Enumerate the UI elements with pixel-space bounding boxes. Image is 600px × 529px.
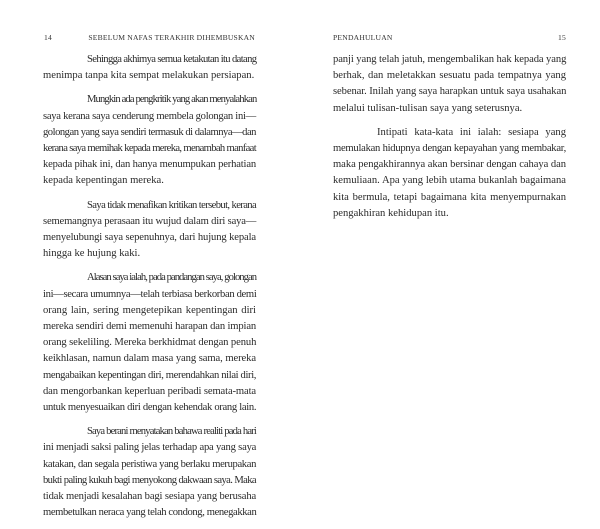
text-line: kerana saya memihak kepada mereka, menambah manfaat: [43, 143, 256, 155]
text-line: hingga ke hujung kaki.: [43, 248, 141, 260]
text-line: mereka sendiri demi memenuhi harapan dan impian: [43, 321, 257, 333]
body-text-left: [43, 52, 256, 529]
page-number-left: 14: [44, 33, 52, 42]
right-page: [300, 0, 600, 464]
text-line: kita bermula, tetapi bagaimana kita menyempurnakan: [333, 191, 566, 203]
text-line: Sehingga akhirnya semua ketakutan itu datang: [87, 54, 257, 65]
paragraph: [333, 125, 566, 222]
text-line: Saya tidak menafikan kritikan tersebut, kerana: [87, 199, 257, 211]
text-line: Alasan saya ialah, pada pandangan saya, golongan: [87, 272, 257, 284]
text-line: katakan, dan segala peristiwa yang berlaku merupakan: [43, 458, 256, 470]
text-line: maka pengakhirannya akan bersinar dengan cahaya dan: [333, 159, 566, 171]
text-line: orang lain, sering mengetepikan kepentingan diri: [43, 304, 256, 316]
text-line: menimpa tanpa kita sempat melakukan persiapan.: [43, 70, 255, 82]
text-line: sebenar. Inilah yang saya harapkan untuk saya usahakan: [333, 86, 567, 98]
text-line: untuk menyesuaikan diri dengan kehendak orang lain.: [43, 402, 257, 414]
paragraph: [43, 52, 256, 84]
body-text-right: [333, 52, 566, 230]
paragraph: [43, 198, 256, 263]
text-line: sememangnya perasaan itu wujud dalam diri saya—: [43, 215, 257, 227]
text-line: kepada pihak ini, dan hanya menumpukan perhatian: [43, 159, 256, 171]
paragraph: [43, 270, 256, 416]
text-line: ini menjadi saksi paling jelas terhadap apa yang saya: [43, 442, 257, 454]
text-line: tidak menjadi kesalahan bagi sesiapa yang berusaha: [43, 491, 257, 503]
text-line: kemuliaan. Apa yang lebih utama bukanlah bagaimana: [333, 175, 566, 187]
text-line: Saya berani menyatakan bahawa realiti pada hari: [87, 426, 256, 438]
paragraph: [333, 52, 566, 117]
text-line: bukti paling kukuh bagi menyokong dakwaan saya. Maka: [43, 474, 256, 486]
page-number-right: 15: [558, 33, 566, 42]
text-line: kepada kepentingan mereka.: [43, 175, 164, 187]
text-line: Mungkin ada pengkritik yang akan menyalahkan: [87, 94, 257, 106]
text-line: dan mengorbankan keperluan peribadi semata-mata: [43, 385, 256, 397]
text-line: saya kerana saya cenderung membela golongan ini—: [43, 110, 256, 122]
paragraph: [43, 92, 256, 189]
text-line: melalui tulisan-tulisan saya yang seterusnya.: [333, 102, 523, 114]
text-line: ini—secara umumnya—telah terbiasa berkorban demi: [43, 288, 257, 300]
text-line: golongan yang saya sendiri termasuk di dalamnya—dan: [43, 126, 256, 138]
text-line: menyelubungi saya sepenuhnya, dari hujung kepala: [43, 232, 256, 244]
running-head-right: PENDAHULUAN: [333, 33, 393, 42]
running-head-left: SEBELUM NAFAS TERAKHIR DIHEMBUSKAN: [88, 33, 255, 42]
text-line: keikhlasan, namun dalam masa yang sama, mereka: [43, 353, 256, 365]
text-line: pengakhiran kehidupan itu.: [333, 207, 449, 219]
text-line: membetulkan neraca yang telah condong, menegakkan: [43, 507, 257, 519]
left-page: [0, 0, 300, 519]
text-line: mengabaikan kepentingan diri, merendahkan nilai diri,: [43, 369, 257, 381]
text-line: memulakan hidupnya dengan kepayahan yang membakar,: [333, 143, 566, 155]
text-line: panji yang telah jatuh, mengembalikan hak kepada yang: [333, 54, 567, 65]
paragraph: [43, 424, 256, 521]
text-line: orang sekeliling. Mereka berkhidmat dengan penuh: [43, 337, 257, 349]
text-line: Intipati kata-kata ini ialah: sesiapa yang: [377, 126, 566, 138]
text-line: berhak, dan meletakkan sesuatu pada tempatnya yang: [333, 70, 566, 82]
